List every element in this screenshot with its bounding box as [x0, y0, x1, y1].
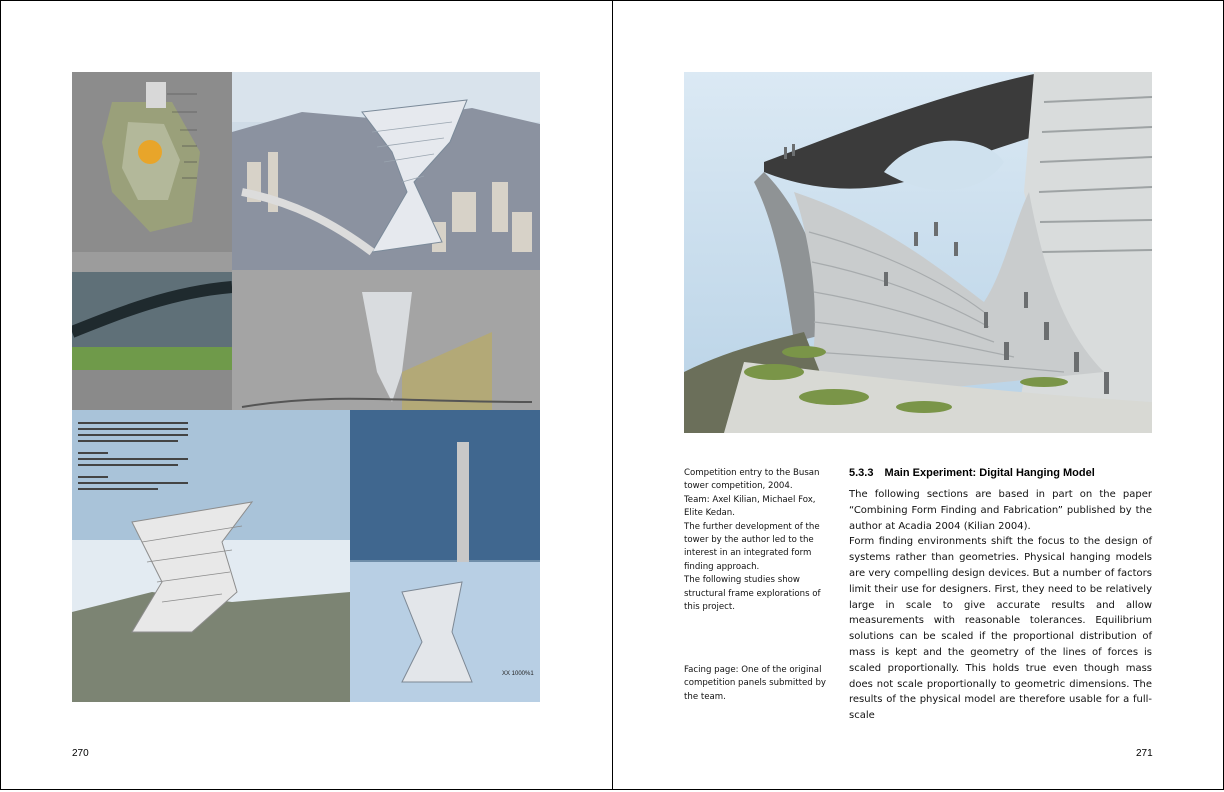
right-page-number: 271 — [1136, 748, 1153, 759]
panel-watermark: XX 1000%1 — [502, 671, 534, 677]
section-number: 5.3.3 — [849, 467, 874, 479]
caption-line-1: Competition entry to the Busan tower competition, 2004. — [684, 468, 820, 492]
hanging-model-render-image — [684, 72, 1152, 433]
section-heading — [849, 467, 1095, 479]
competition-panel-graphic — [72, 72, 540, 702]
render-graphic — [684, 72, 1152, 433]
figure-caption — [684, 467, 834, 614]
caption-line-3: The further development of the tower by the author led to the interest in an integrated form finding approach. — [684, 521, 820, 572]
body-text — [849, 487, 1152, 724]
facing-page-caption: Facing page: One of the original competition panels submitted by the team. — [684, 665, 826, 702]
caption-line-2: Team: Axel Kilian, Michael Fox, Elite Kedan. — [684, 494, 816, 519]
body-paragraph-1: The following sections are based in part on the paper “Combining Form Finding and Fabrication” published by the author at Acadia 2004 (Kilian 2004). — [849, 489, 1152, 532]
competition-panel-image — [72, 72, 540, 702]
section-title: Main Experiment: Digital Hanging Model — [884, 467, 1095, 479]
caption-line-4: The following studies show structural frame explorations of this project. — [684, 575, 821, 613]
body-paragraph-2: Form finding environments shift the focus to the design of systems rather than geometries. Physical hanging models are very compelling design devices. But a number of factors limit their use for designers. First, they need to be relatively large in scale to give accurate results and allow measurements with reasonable tolerances. Equilibrium solutions can be scaled if the proportional distribution of mass is kept and the geometry of the lines of forces is scaled proportionally. This holds true even though mass does not scale proportionally to geometric dimensions. The results of the physical model are therefore usable for a full-scale — [849, 536, 1152, 722]
left-page-number: 270 — [72, 748, 89, 759]
